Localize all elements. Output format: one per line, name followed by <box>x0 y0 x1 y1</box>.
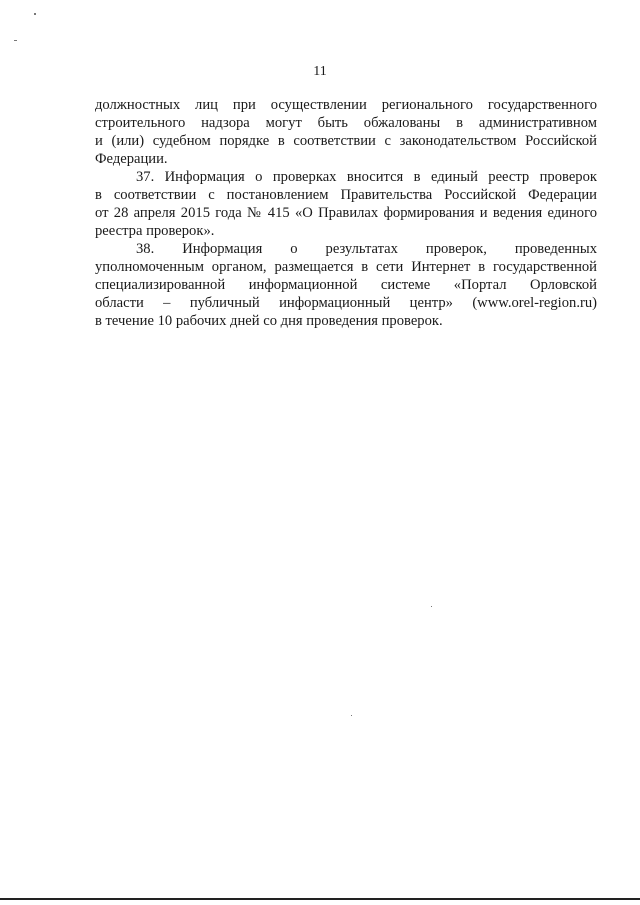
text-line: строительного надзора могут быть обжалованы в административном <box>95 115 597 131</box>
text-line: от 28 апреля 2015 года № 415 «О Правилах формирования и ведения единого <box>95 205 597 221</box>
text-line: Федерации. <box>95 151 168 167</box>
scan-speck <box>351 715 352 716</box>
text-line: в течение 10 рабочих дней со дня проведения проверок. <box>95 313 443 329</box>
text-line: 37. Информация о проверках вносится в единый реестр проверок <box>136 169 597 185</box>
text-line: области – публичный информационный центр» (www.orel-region.ru) <box>95 295 597 311</box>
scan-speck <box>34 13 36 15</box>
text-line: и (или) судебном порядке в соответствии с законодательством Российской <box>95 133 597 149</box>
text-line: 38. Информация о результатах проверок, проведенных <box>136 241 597 257</box>
text-line: специализированной информационной системе «Портал Орловской <box>95 277 597 293</box>
page-bottom-edge <box>0 898 640 900</box>
text-line: должностных лиц при осуществлении регионального государственного <box>95 97 597 113</box>
text-line: реестра проверок». <box>95 223 215 239</box>
text-line: уполномоченным органом, размещается в сети Интернет в государственной <box>95 259 597 275</box>
scan-speck <box>14 40 17 41</box>
text-line: в соответствии с постановлением Правительства Российской Федерации <box>95 187 597 203</box>
scan-speck <box>431 606 432 607</box>
page-number: 11 <box>313 64 327 79</box>
